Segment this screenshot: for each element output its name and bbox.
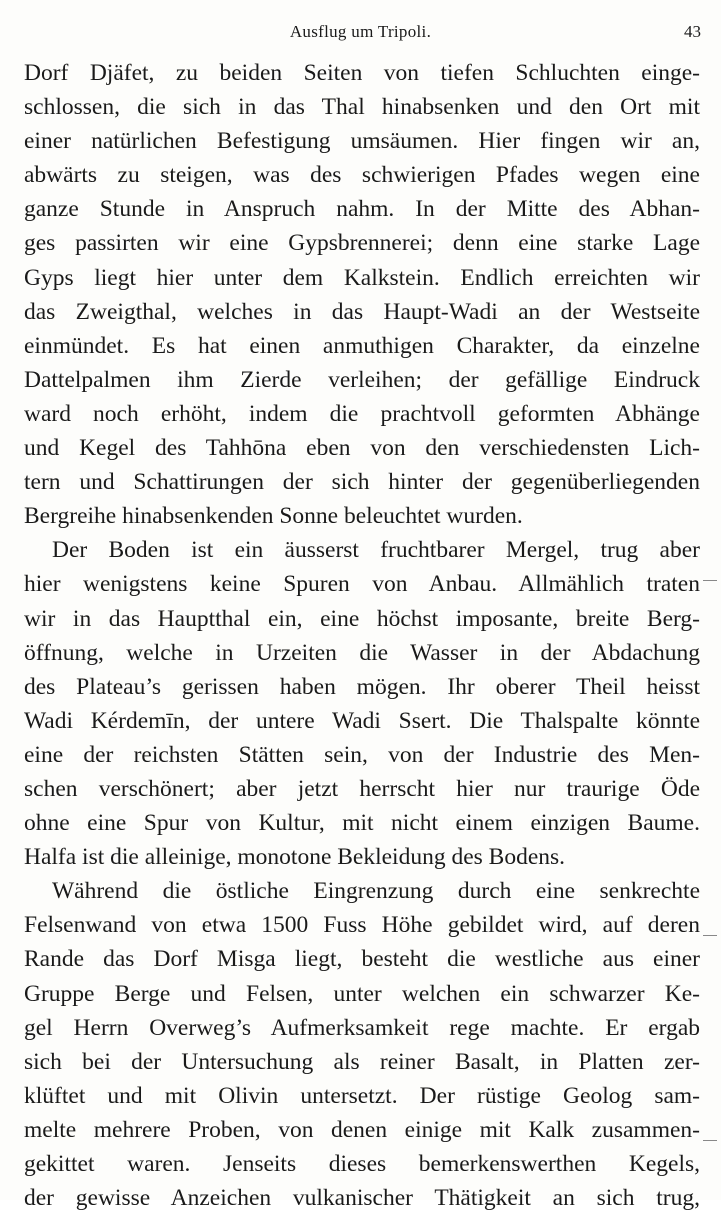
running-title: Ausflug um Tripoli.	[289, 22, 432, 41]
text-line: gel Herrn Overweg’s Aufmerksamkeit rege machte. Er ergab	[24, 1014, 700, 1041]
page-number: 43	[684, 22, 701, 41]
text-line: Gyps liegt hier unter dem Kalkstein. Endlich erreichten wir	[24, 264, 700, 291]
text-line: öffnung, welche in Urzeiten die Wasser in der Abdachung	[24, 639, 700, 666]
text-line: Gruppe Berge und Felsen, unter welchen ein schwarzer Ke-	[24, 980, 700, 1007]
text-line: Der Boden ist ein äusserst fruchtbarer Mergel, trug aber	[52, 537, 700, 564]
margin-mark	[703, 935, 717, 936]
text-line: wir in das Hauptthal ein, eine höchst imposante, breite Berg-	[24, 605, 700, 632]
text-line: Während die östliche Eingrenzung durch eine senkrechte	[52, 878, 700, 905]
margin-mark	[703, 1140, 717, 1141]
text-line: Wadi Kérdemīn, der untere Wadi Ssert. Die Thalspalte könnte	[24, 707, 700, 734]
text-line: klüftet und mit Olivin untersetzt. Der rüstige Geolog sam-	[24, 1082, 700, 1109]
text-line: tern und Schattirungen der sich hinter der gegenüberliegenden	[24, 469, 700, 496]
text-line: ganze Stunde in Anspruch nahm. In der Mitte des Abhan-	[24, 196, 700, 223]
text-line: gekittet waren. Jenseits dieses bemerkenswerthen Kegels,	[24, 1151, 700, 1177]
text-line: schlossen, die sich in das Thal hinabsenken und den Ort mit	[24, 94, 700, 121]
text-line: Halfa ist die alleinige, monotone Bekleidung des Bodens.	[24, 844, 566, 871]
text-line: abwärts zu steigen, was des schwierigen Pfades wegen eine	[24, 162, 700, 189]
text-line: und Kegel des Tahhōna eben von den verschiedensten Lich-	[24, 435, 700, 462]
paragraph-3	[24, 874, 700, 1215]
text-line: des Plateau’s gerissen haben mögen. Ihr oberer Theil heisst	[24, 673, 700, 700]
margin-mark	[703, 580, 717, 581]
paragraph-1	[24, 56, 700, 533]
text-line: Bergreihe hinabsenkenden Sonne beleuchtet wurden.	[24, 503, 523, 530]
text-line: hier wenigstens keine Spuren von Anbau. Allmählich traten	[24, 571, 700, 598]
text-line: ges passirten wir eine Gypsbrennerei; denn eine starke Lage	[24, 230, 700, 257]
text-line: einmündet. Es hat einen anmuthigen Charakter, da einzelne	[24, 332, 700, 359]
running-head	[0, 18, 721, 48]
text-line: Felsenwand von etwa 1500 Fuss Höhe gebildet wird, auf deren	[24, 912, 700, 939]
text-line: schen verschönert; aber jetzt herrscht hier nur traurige Öde	[24, 775, 700, 802]
text-line: ohne eine Spur von Kultur, mit nicht einem einzigen Baume.	[24, 810, 700, 837]
text-line: einer natürlichen Befestigung umsäumen. Hier fingen wir an,	[24, 128, 700, 155]
text-line: der gewisse Anzeichen vulkanischer Thätigkeit an sich trug,	[24, 1185, 700, 1212]
text-line: das Zweigthal, welches in das Haupt-Wadi an der Westseite	[24, 298, 700, 325]
text-line: sich bei der Untersuchung als reiner Basalt, in Platten zer-	[24, 1048, 700, 1075]
text-line: Dattelpalmen ihm Zierde verleihen; der gefällige Eindruck	[24, 366, 700, 393]
text-line: Dorf Djäfet, zu beiden Seiten von tiefen Schluchten einge-	[24, 60, 700, 86]
body-text	[24, 56, 700, 1215]
text-line: Rande das Dorf Misga liegt, besteht die westliche aus einer	[24, 946, 700, 973]
text-line: eine der reichsten Stätten sein, von der Industrie des Men-	[24, 741, 700, 768]
paragraph-2	[24, 533, 700, 874]
text-line: melte mehrere Proben, von denen einige mit Kalk zusammen-	[24, 1116, 700, 1143]
text-line: ward noch erhöht, indem die prachtvoll geformten Abhänge	[24, 400, 700, 427]
